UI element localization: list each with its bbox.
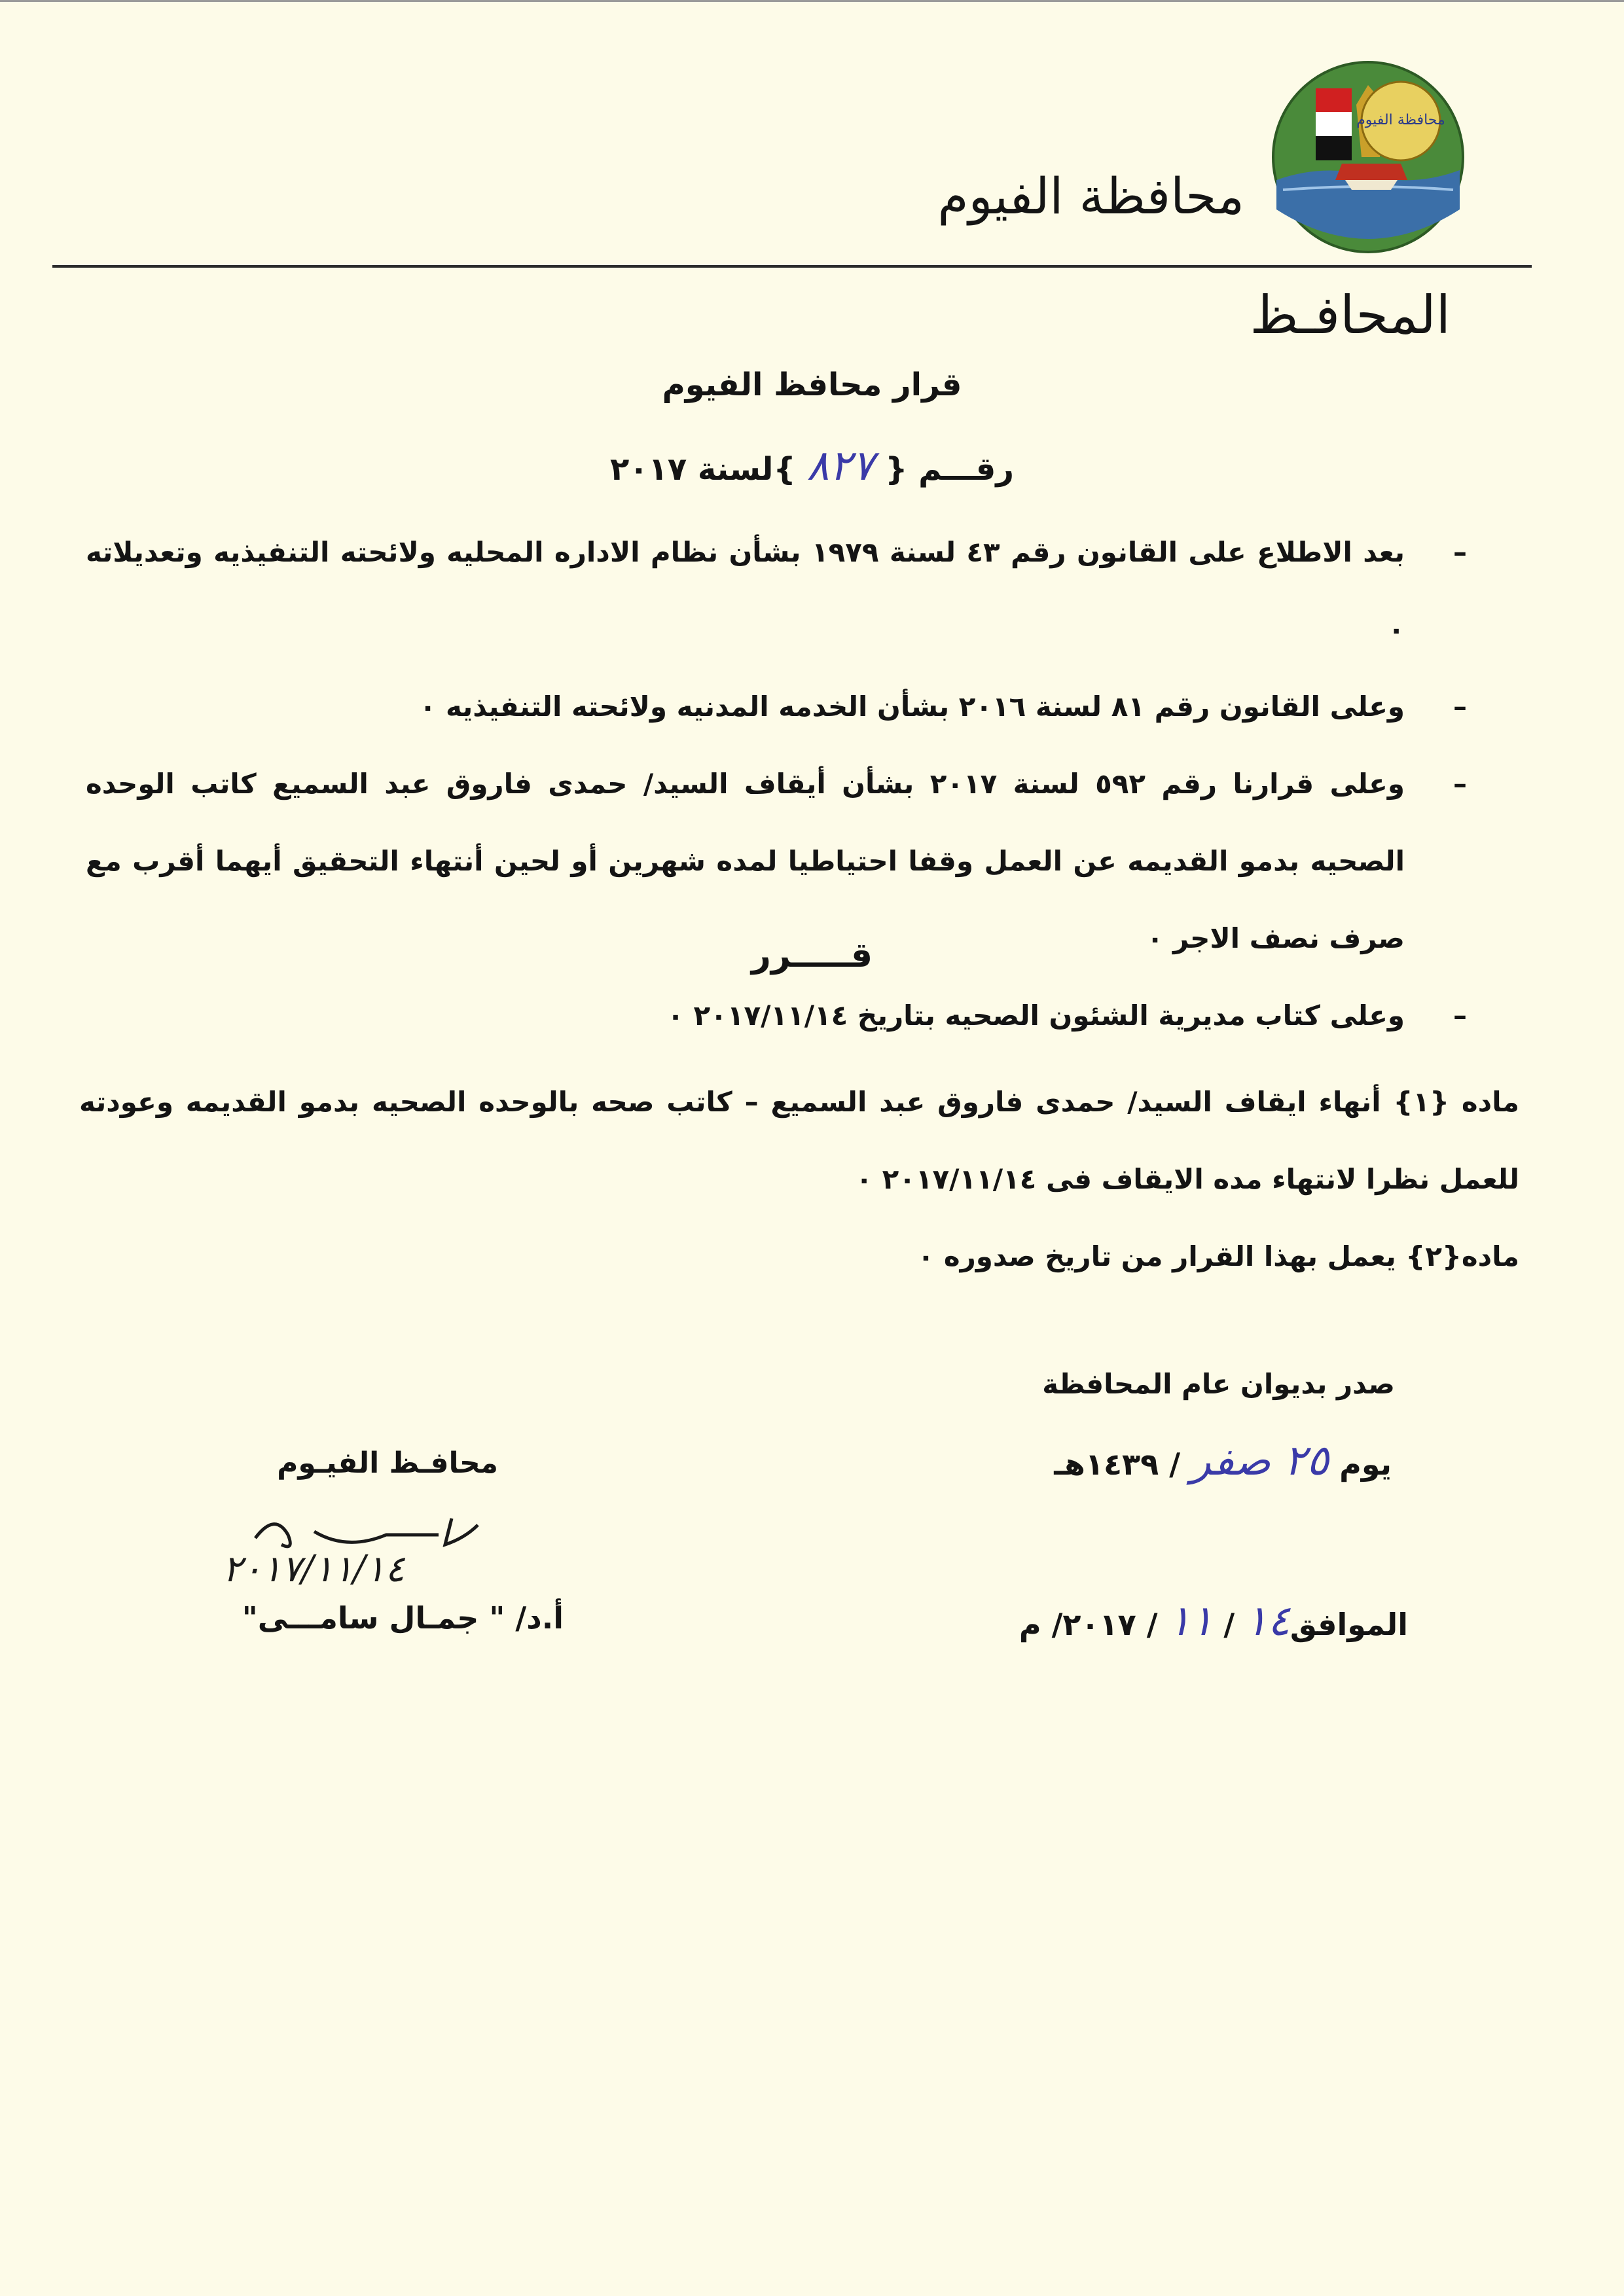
- preamble-item: [86, 977, 1467, 1054]
- signer-name: أ.د/ " جمـال سامـــى": [242, 1600, 564, 1636]
- gregorian-year: / ٢٠١٧/ م: [1019, 1607, 1158, 1642]
- office-title: المحافـظ: [1250, 285, 1451, 346]
- decree-number-handwritten: ٨٢٧: [806, 442, 875, 490]
- governorate-name: محافظة الفيوم: [937, 167, 1244, 225]
- decree-number-suffix: }لسنة ٢٠١٧: [609, 451, 796, 488]
- decides-heading: قـــــرر: [751, 936, 873, 975]
- emblem-text: محافظة الفيوم: [1356, 112, 1445, 128]
- hijri-prefix: يوم: [1339, 1446, 1392, 1482]
- top-edge-line: [0, 0, 1624, 2]
- header-divider: [52, 265, 1532, 268]
- articles-section: [79, 1064, 1519, 1295]
- bullet-dash: –: [1453, 999, 1467, 1031]
- preamble-item: [86, 668, 1467, 745]
- article-1: ماده {١} أنهاء ايقاف السيد/ حمدى فاروق عبد السميع – كاتب صحه بالوحده الصحيه بدمو القديمه وعودته للعمل نظرا لانتهاء مده الايقاف فى ٢٠١٧/١١/١٤ ٠: [79, 1086, 1519, 1195]
- article-2: ماده{٢} يعمل بهذا القرار من تاريخ صدوره ٠: [917, 1240, 1519, 1272]
- preamble-item: [86, 514, 1467, 668]
- bullet-dash: –: [1453, 691, 1467, 723]
- hijri-handwritten: ٢٥ صفر: [1191, 1437, 1329, 1485]
- bullet-dash: –: [1453, 768, 1467, 800]
- governorate-emblem-icon: [1270, 59, 1466, 255]
- preamble-text: بعد الاطلاع على القانون رقم ٤٣ لسنة ١٩٧٩ بشأن نظام الاداره المحليه ولائحته التنفيذيه وتعديلاته ٠: [86, 536, 1405, 645]
- preamble-text: وعلى كتاب مديرية الشئون الصحيه بتاريخ ٢٠١٧/١١/١٤ ٠: [667, 999, 1405, 1031]
- bullet-dash: –: [1453, 536, 1467, 568]
- decree-title: قرار محافظ الفيوم: [662, 367, 962, 403]
- decree-number-prefix: رقـــم {: [885, 451, 1014, 488]
- decree-number: [0, 442, 1624, 490]
- preamble-text: وعلى قرارنا رقم ٥٩٢ لسنة ٢٠١٧ بشأن أيقاف السيد/ حمدى فاروق عبد السميع كاتب الوحده الصحيه بدمو القديمه عن العمل وقفا احتياطيا لمده شهرين أو لحين أنتهاء التحقيق أيهما أقرب مع صرف نصف الاجر ٠: [86, 768, 1405, 954]
- signer-title: محافـظ الفيـوم: [277, 1446, 498, 1480]
- issued-at: صدر بديوان عام المحافظة: [1042, 1368, 1395, 1400]
- gregorian-date: الموافق١٤ / ١١ / ٢٠١٧/ م: [1019, 1597, 1408, 1645]
- hijri-suffix: / ١٤٣٩هـ: [1054, 1446, 1181, 1482]
- gregorian-prefix: الموافق: [1290, 1607, 1408, 1642]
- gregorian-month: ١١: [1168, 1597, 1214, 1645]
- gregorian-day: ١٤: [1245, 1597, 1290, 1645]
- hijri-date: [1054, 1437, 1392, 1485]
- signature-date: ٢٠١٧/١١/١٤: [223, 1548, 405, 1590]
- preamble-text: وعلى القانون رقم ٨١ لسنة ٢٠١٦ بشأن الخدمه المدنيه ولائحته التنفيذيه ٠: [419, 691, 1405, 723]
